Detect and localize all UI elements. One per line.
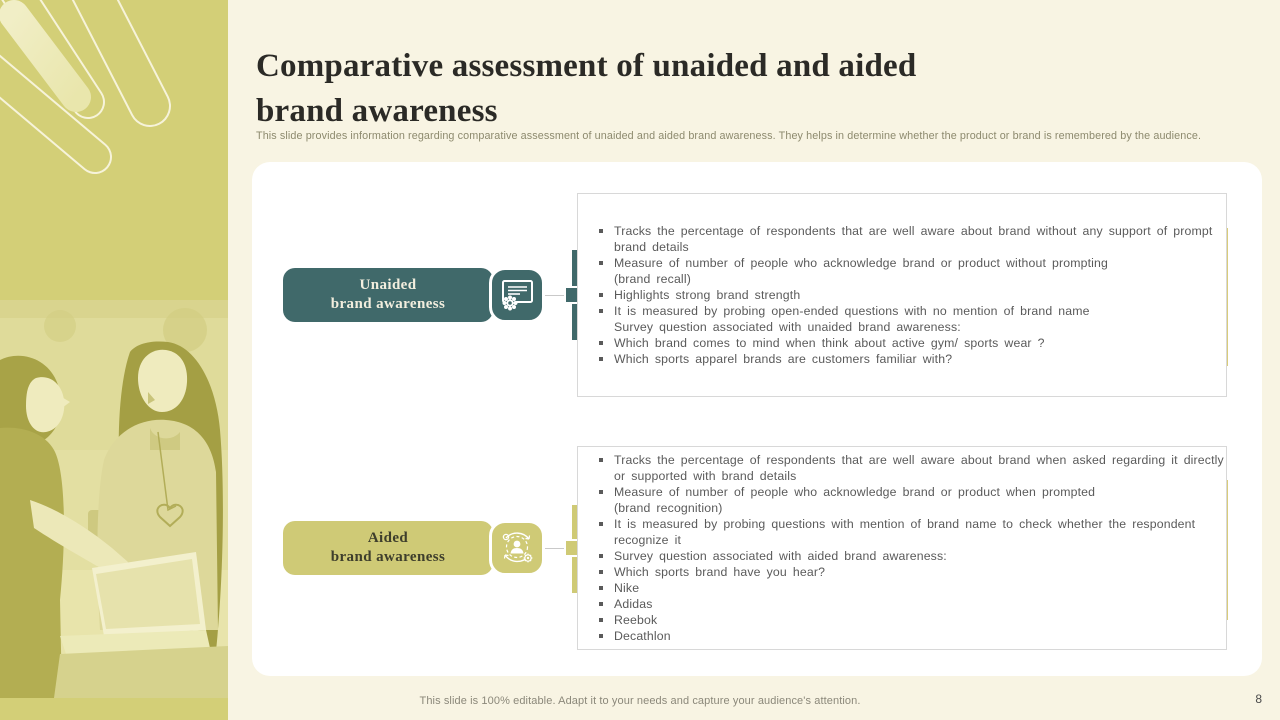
bullet-line (578, 580, 1226, 596)
bullet-line (578, 612, 1226, 628)
page-number: 8 (1255, 692, 1262, 706)
bullet-line (578, 468, 1226, 484)
bullet-line (578, 223, 1226, 239)
bullet-line (578, 484, 1226, 500)
unaided-text-box (577, 193, 1227, 397)
page-title-line-2: brand awareness (256, 93, 498, 130)
bullet-text: brand details (614, 240, 689, 254)
bullet-square-icon (599, 554, 603, 558)
bullet-text: Survey question associated with unaided brand awareness: (614, 320, 961, 334)
unaided-icon-tile (489, 267, 545, 323)
bullet-text: Tracks the percentage of respondents that are well aware about brand when asked regarding it directly (614, 453, 1224, 467)
bullet-text: Decathlon (614, 629, 671, 643)
aided-label-line-1: Aided (367, 530, 409, 546)
page-subtitle: This slide provides information regarding comparative assessment of unaided and aided brand awareness. They helps in determine whether the product or brand is remembered by the audience. (256, 129, 1202, 142)
bullet-line (578, 564, 1226, 580)
bullet-text: Adidas (614, 597, 653, 611)
diagonal-capsules-decoration (0, 0, 228, 300)
aided-text-box (577, 446, 1227, 650)
bullet-square-icon (599, 602, 603, 606)
page-title (256, 44, 1156, 134)
bullet-text: or supported with brand details (614, 469, 797, 483)
bullet-text: recognize it (614, 533, 682, 547)
bullet-line (578, 287, 1226, 303)
bullet-line (578, 255, 1226, 271)
certificate-icon (499, 278, 535, 312)
bullet-square-icon (599, 309, 603, 313)
bullet-square-icon (599, 490, 603, 494)
bullet-square-icon (599, 458, 603, 462)
bullet-text: Measure of number of people who acknowledge brand or product without prompting (614, 256, 1109, 270)
bullet-square-icon (599, 229, 603, 233)
bullet-line (578, 452, 1226, 468)
bullet-line (578, 303, 1226, 319)
gear-icon (524, 554, 533, 563)
bullet-square-icon (599, 341, 603, 345)
aided-label-line-2: brand awareness (330, 549, 446, 565)
rosette-seal (503, 296, 518, 311)
bullet-square-icon (599, 634, 603, 638)
bullet-line (578, 319, 1226, 335)
unaided-brand-awareness-label (283, 268, 493, 322)
bullet-text: Which sports apparel brands are customers familiar with? (614, 352, 953, 366)
bullet-line (578, 628, 1226, 644)
bullet-line (578, 271, 1226, 287)
bullet-text: Survey question associated with aided brand awareness: (614, 549, 947, 563)
bullet-text: Nike (614, 581, 640, 595)
bullet-line (578, 335, 1226, 351)
bullet-square-icon (599, 357, 603, 361)
bullet-text: Which sports brand have you hear? (614, 565, 826, 579)
footer-note: This slide is 100% editable. Adapt it to your needs and capture your audience's attention. (419, 695, 861, 707)
bullet-line (578, 532, 1226, 548)
bullet-text: It is measured by probing questions with mention of brand name to check whether the respondent (614, 517, 1196, 531)
bullet-square-icon (599, 522, 603, 526)
content-card (252, 162, 1262, 676)
bullet-square-icon (599, 586, 603, 590)
bullet-square-icon (599, 293, 603, 297)
bullet-line (578, 516, 1226, 532)
bullet-square-icon (599, 261, 603, 265)
bullet-line (578, 548, 1226, 564)
aided-brand-awareness-label (283, 521, 493, 575)
bullet-line (578, 596, 1226, 612)
bullet-line (578, 500, 1226, 516)
unaided-label-line-1: Unaided (359, 277, 417, 293)
bullet-square-icon (599, 570, 603, 574)
photo-two-women-talking (0, 300, 228, 698)
aided-icon-tile (489, 520, 545, 576)
bullet-text: Measure of number of people who acknowledge brand or product when prompted (614, 485, 1096, 499)
person-orbit-icon (498, 529, 536, 567)
bullet-text: It is measured by probing open-ended questions with no mention of brand name (614, 304, 1090, 318)
sidebar (0, 0, 228, 720)
bullet-text: Reebok (614, 613, 658, 627)
page-title-line-1: Comparative assessment of unaided and aided (256, 48, 917, 85)
unaided-label-line-2: brand awareness (330, 296, 446, 312)
bullet-square-icon (599, 618, 603, 622)
bullet-text: (brand recall) (614, 272, 691, 286)
bullet-line (578, 239, 1226, 255)
bullet-text: Highlights strong brand strength (614, 288, 801, 302)
bullet-text: Tracks the percentage of respondents that are well aware about brand without any support of prompt (614, 224, 1213, 238)
bullet-text: Which brand comes to mind when think about active gym/ sports wear ? (614, 336, 1045, 350)
bullet-line (578, 351, 1226, 367)
bullet-text: (brand recognition) (614, 501, 723, 515)
